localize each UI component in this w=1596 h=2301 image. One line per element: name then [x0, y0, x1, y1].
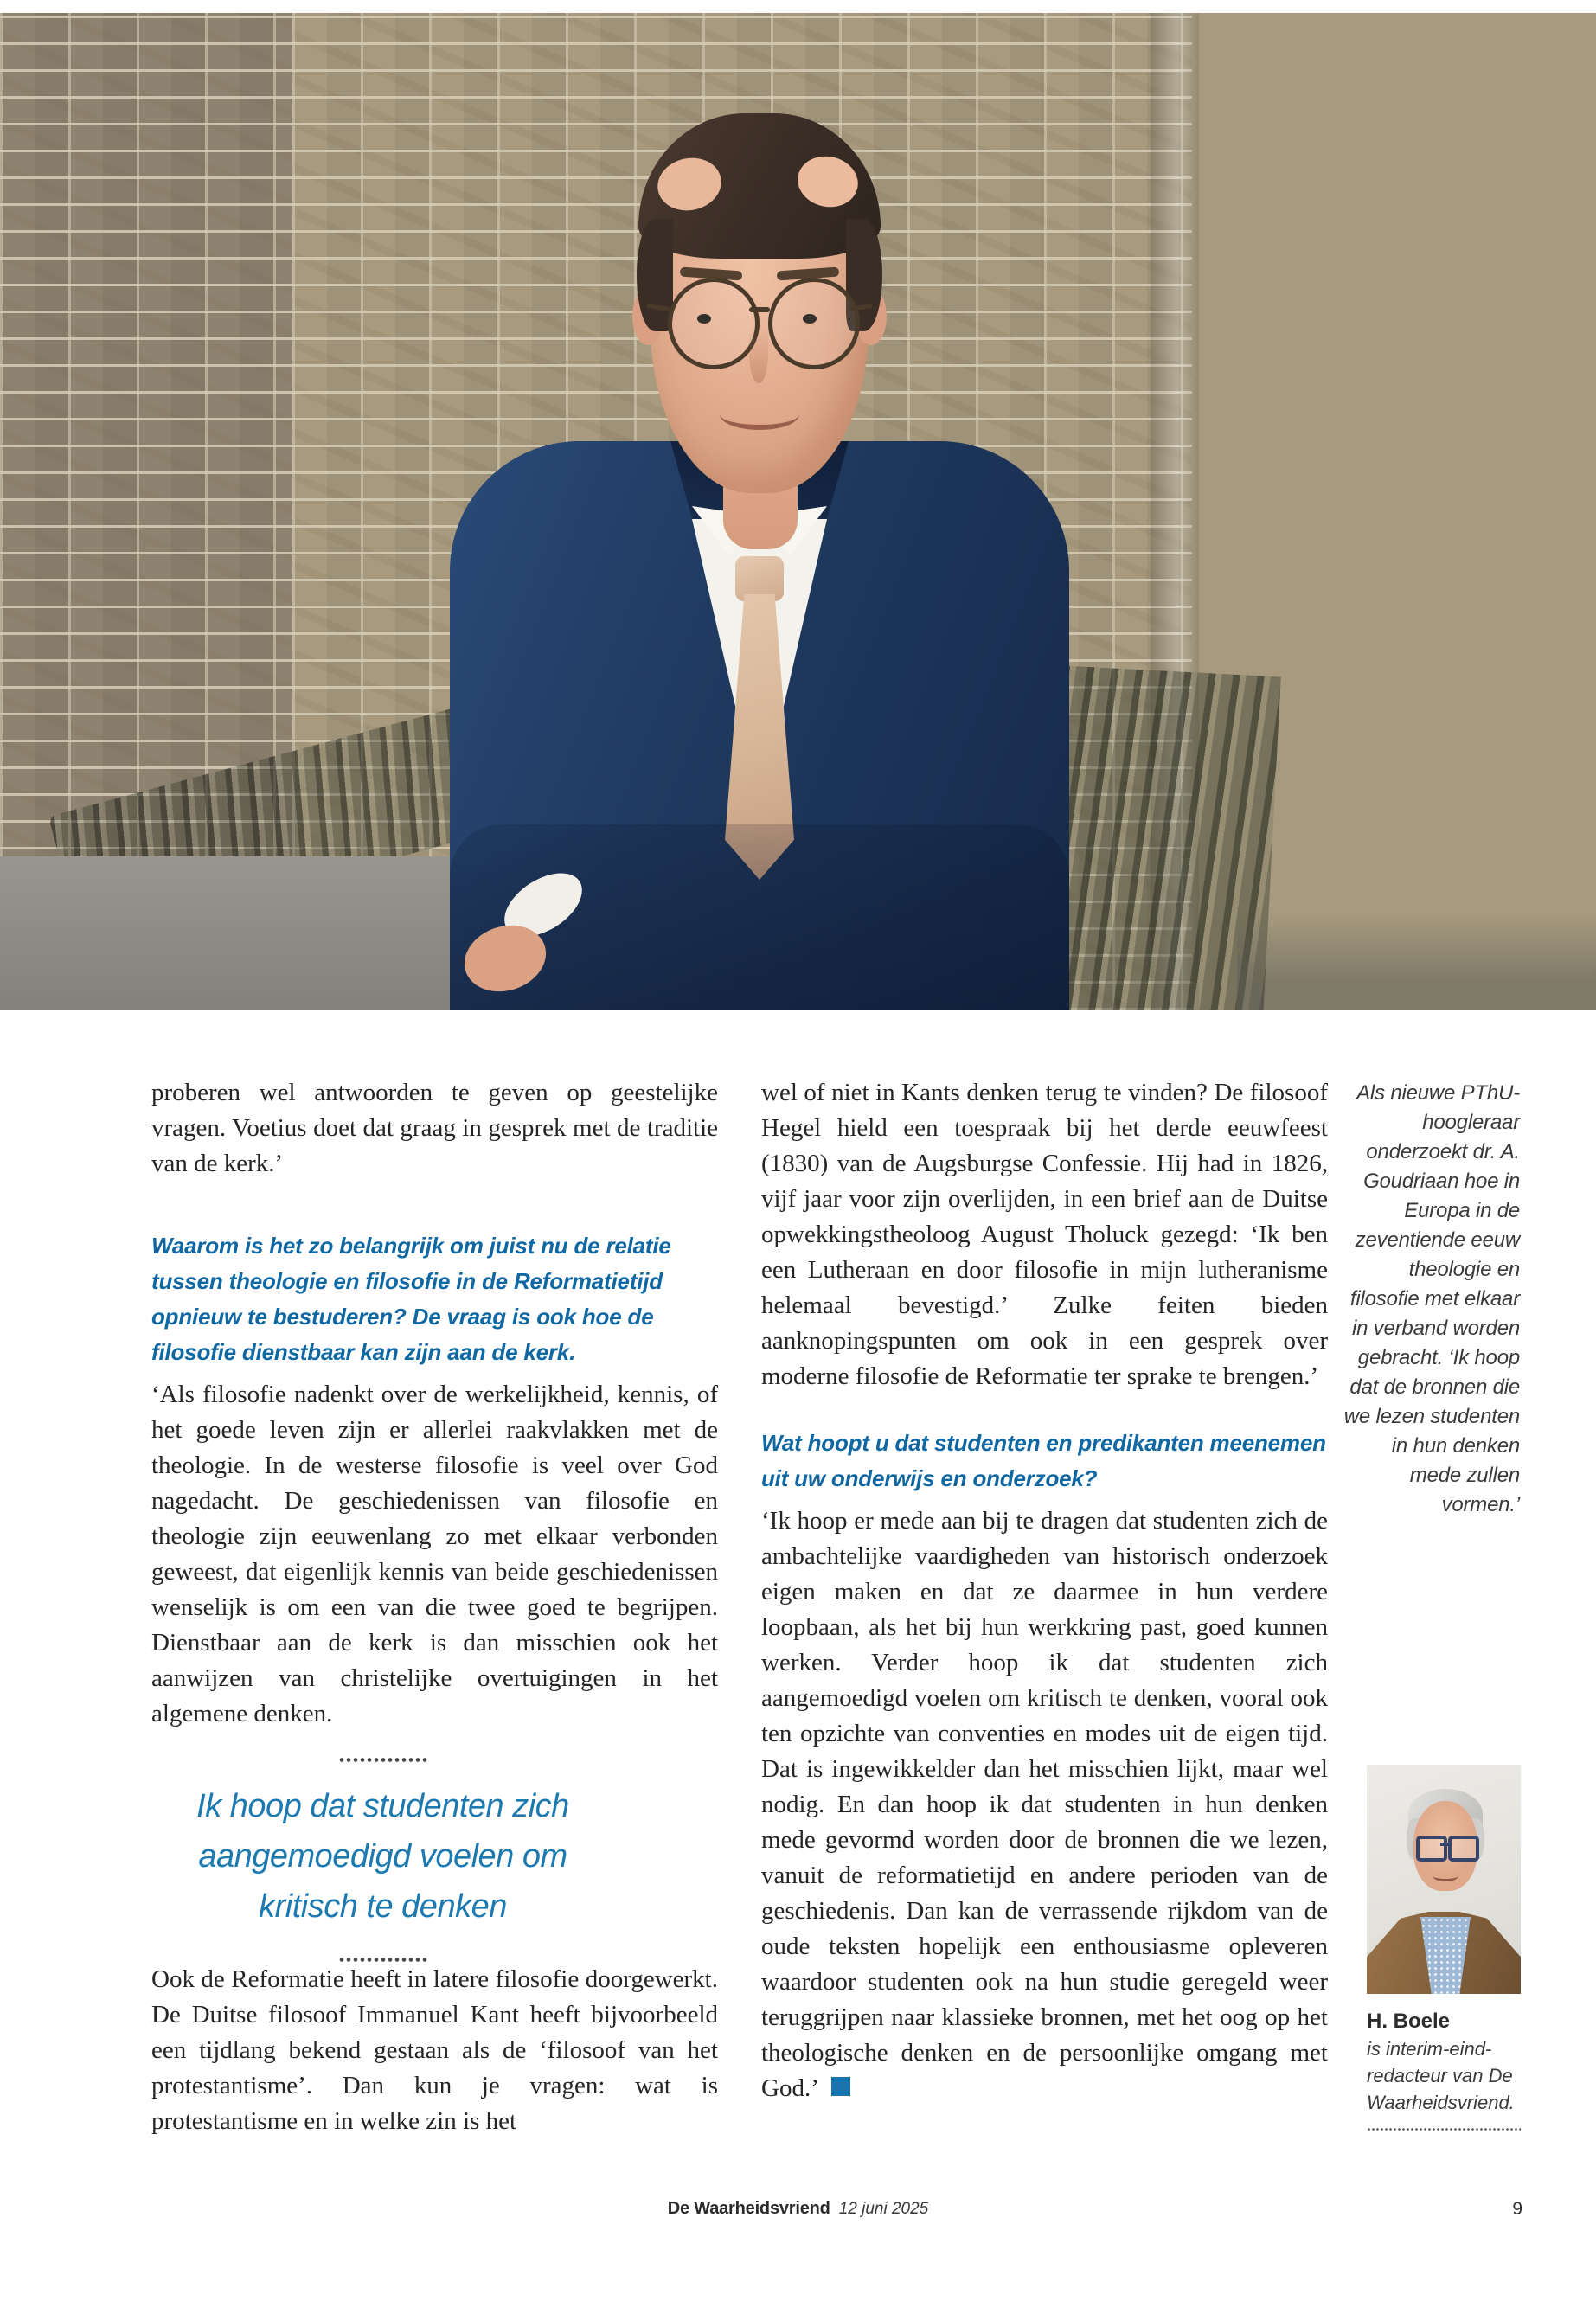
- man-glasses-bridge: [749, 307, 770, 312]
- interview-question: Waarom is het zo belangrijk om juist nu de relatie tussen theologie en filosofie in de Reformatietijd opnieuw te bestuderen? De vraag is ook hoe de filosofie dienstbaar kan zijn aan de kerk.: [151, 1233, 671, 1365]
- intro-sidebar: [1336, 1079, 1520, 1520]
- author-photo: [1367, 1765, 1521, 1994]
- paragraph: ‘Als filosofie nadenkt over de werkelijkheid, kennis, of het goede leven zijn er allerlei raakvlakken met de theologie. In de westerse filosofie is veel over God nagedacht. De geschiedenissen van filosofie en theologie zijn eeuwenlang zo met elkaar verbonden geweest, dat eigenlijk kennis van beide geschiedenissen wenselijk is om een van die twee goed te begrijpen. Dienstbaar aan de kerk is dan misschien ook het aanwijzen van christelijke overtuigingen in het algemene denken.: [151, 1381, 718, 1727]
- dotted-separator-top: [338, 1758, 428, 1762]
- author-block: [1367, 1765, 1521, 2131]
- author-role: is interim-eind-redacteur van De Waarheidsvriend.: [1367, 2038, 1515, 2113]
- sidebar-intro-text: Als nieuwe PThU-hoogleraar onderzoekt dr. A. Goudriaan hoe in Europa in de zeventiende eeuw theologie en filosofie met elkaar in verband worden gebracht. ‘Ik hoop dat de bronnen die we lezen studenten in hun denken mede zullen vormen.’: [1343, 1081, 1520, 1516]
- man-eye-left: [697, 314, 711, 324]
- author-smile: [1433, 1870, 1458, 1881]
- caption-dotted-rule: [1367, 2128, 1521, 2131]
- paragraph: proberen wel antwoorden te geven op geestelijke vragen. Voetius doet dat graag in gesprek met de traditie van de kerk.’: [151, 1079, 718, 1177]
- author-caption: [1367, 2008, 1521, 2116]
- man-glasses-lens-right: [768, 278, 860, 369]
- man-smile: [720, 399, 799, 430]
- author-glasses-bridge: [1440, 1843, 1448, 1846]
- paragraph-text: ‘Ik hoop er mede aan bij te dragen dat studenten zich de ambachtelijke vaardigheden van historisch onderzoek eigen maken en dat ze daarmee in hun verdere loopbaan, als het bij hun werkkring past, goed kunnen werken. Verder hoop ik dat studenten zich aangemoedigd voelen om kritisch te denken, vooral ook ten opzichte van conventies en modes uit de eigen tijd. Dat is ingewikkelder dan het misschien lijkt, maar wel nodig. En dan hoop ik dat studenten in hun denken mede gevormd worden door de bronnen die we lezen, vanuit de reformatietijd en andere perioden van de geschiedenis. Dan kan de verrassende rijkdom van de oude teksten hopelijk een enthousiasme opleveren waardoor studenten ook na hun studie geregeld weer teruggrijpen naar klassieke bronnen, met het oog op het theologische denken en de persoonlijke omgang met God.’: [761, 1507, 1328, 2102]
- issue-date: 12 juni 2025: [838, 2200, 929, 2218]
- article-column-left: [151, 1075, 718, 2139]
- pull-quote: Ik hoop dat studenten zich aangemoedigd voelen om kritisch te denken: [196, 1788, 569, 1925]
- wet-stone-bottom-right: [1237, 913, 1596, 1010]
- paragraph: Ook de Reformatie heeft in latere filosofie doorgewerkt. De Duitse filosoof Immanuel Kant heeft bijvoorbeeld een tijdlang bekend gestaan als de ‘filosoof van het protestantisme’. Dan kun je vragen: wat is protestantisme en in welke zin is het: [151, 1965, 718, 2135]
- article-column-middle: [761, 1075, 1328, 2106]
- paragraph: [761, 1503, 1328, 2106]
- man-hair-side-left: [637, 219, 673, 331]
- man-glasses-lens-left: [668, 278, 760, 369]
- author-glasses-lens-left: [1416, 1836, 1447, 1862]
- page-number: 9: [1512, 2199, 1522, 2219]
- author-glasses-lens-right: [1448, 1836, 1479, 1862]
- paragraph: wel of niet in Kants denken terug te vinden? De filosoof Hegel hield een toespraak bij het derde eeuwfeest (1830) van de Augsburgse Confessie. Hij had in 1826, vijf jaar voor zijn overlijden, in een brief aan de Duitse opwekkingstheoloog August Tholuck gezegd: ‘Ik ben een Lutheraan en door filosofie in mijn lutheranisme helemaal bevestigd.’ Zulke feiten bieden aanknopingspunten om ook in een gesprek over moderne filosofie de Reformatie ter sprake te brengen.’: [761, 1079, 1328, 1390]
- article-end-marker: [831, 2077, 850, 2096]
- man-nose: [749, 326, 768, 383]
- pull-quote-block: [151, 1758, 718, 1962]
- author-name: H. Boele: [1367, 2009, 1451, 2033]
- magazine-title: De Waarheidsvriend: [667, 2199, 830, 2218]
- page-footer: [0, 2199, 1596, 2219]
- interview-question: Wat hoopt u dat studenten en predikanten meenemen uit uw onderwijs en onderzoek?: [761, 1430, 1326, 1491]
- hero-photo: [0, 13, 1596, 1010]
- man-eye-right: [803, 314, 817, 324]
